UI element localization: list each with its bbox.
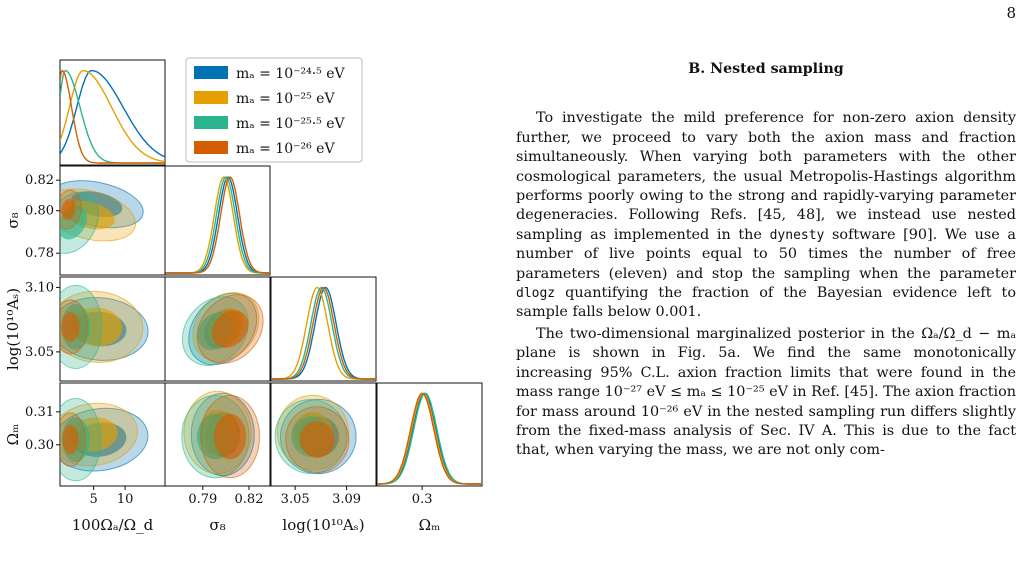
y-tick-label: 0.82: [25, 173, 54, 189]
paragraph-text: software [90]. We use a number of live points equal to 50 times the number of free parameters (eleven) and stop the sampling when the parameter: [516, 226, 1016, 282]
x-tick-label: 10: [116, 492, 134, 507]
legend-entry-label: mₐ = 10⁻²⁵ eV: [236, 91, 335, 107]
x-axis-label: σ₈: [209, 516, 226, 534]
legend-entry-label: mₐ = 10⁻²⁴·⁵ eV: [236, 66, 345, 82]
y-tick-label: 0.78: [25, 246, 54, 262]
panel-frame: [271, 277, 376, 381]
x-axis-label: Ωₘ: [418, 516, 441, 534]
y-tick-label: 0.80: [25, 203, 54, 219]
legend-swatch: [194, 66, 228, 79]
corner-plot-figure: [0, 0, 512, 560]
contour-68-series-4: [214, 414, 246, 459]
y-axis-label: σ₈: [4, 212, 22, 229]
paragraph-nested-sampling-method: [516, 109, 1016, 322]
contour-group: [182, 391, 260, 478]
contour-group: [269, 390, 362, 480]
posterior-curve-series-1: [165, 177, 270, 273]
legend-entry-label: mₐ = 10⁻²⁶ eV: [236, 141, 335, 157]
x-axis-label: log(10¹⁰Aₛ): [282, 516, 365, 534]
contour-68-series-4: [61, 312, 79, 342]
legend: [186, 58, 362, 162]
x-tick-label: 3.09: [332, 492, 362, 507]
legend-swatch: [194, 91, 228, 104]
paragraph-text: quantifying the fraction of the Bayesian evidence left to sample falls below 0.001.: [516, 285, 1016, 321]
y-axis-label: log(10¹⁰Aₛ): [4, 287, 22, 371]
x-axis-label: 100Ωₐ/Ω_d: [71, 516, 154, 534]
contour-group: [169, 279, 277, 378]
paragraph-posterior-results: The two-dimensional marginalized posterior in the Ωₐ/Ω_d − mₐ plane is shown in Fig. 5a. We find the same monotonically increasing 95% C.L. axion fraction limits that were found in the mass range 10⁻²⁷ eV ≤ mₐ ≤ 10⁻²⁵ eV in Ref. [45]. The axion fraction for mass around 10⁻²⁶ eV in the nested sampling run differs slightly from the fixed-mass analysis of Sec. IV A. This is due to the fact that, when varying the mass, we are not only com-: [516, 325, 1017, 459]
y-axis-label: Ωₘ: [4, 423, 22, 446]
paragraph-text: To investigate the mild preference for non-zero axion density further, we proceed to vary both the axion mass and fraction simultaneously. When varying both parameters with the other cosmological parameters, the usual Metropolis-Hastings algorithm performs poorly owing to the strong and rapidly-varying parameter degeneracies. Following Refs. [45, 48], we instead use nested sampling as implemented in the: [516, 110, 1016, 243]
section-heading: B. Nested sampling: [688, 61, 844, 77]
code-dlogz: dlogz: [516, 286, 556, 302]
legend-entry-label: mₐ = 10⁻²⁵·⁵ eV: [236, 116, 345, 132]
page-number: 8: [1006, 4, 1016, 22]
text-column: [516, 60, 1016, 461]
y-tick-label: 0.30: [25, 437, 54, 453]
x-tick-label: 3.05: [280, 492, 310, 507]
contour-group: [48, 285, 151, 368]
y-tick-label: 0.31: [25, 404, 54, 420]
posterior-curve-series-2: [377, 393, 482, 484]
legend-swatch: [194, 116, 228, 129]
x-tick-label: 0.82: [234, 492, 264, 507]
contour-68-series-4: [62, 425, 78, 454]
x-tick-label: 5: [89, 492, 98, 507]
contour-group: [46, 398, 152, 481]
posterior-curve-series-2: [271, 288, 376, 380]
code-dynesty: dynesty: [769, 227, 825, 243]
x-tick-label: 0.79: [188, 492, 218, 507]
y-tick-label: 3.05: [25, 344, 54, 360]
legend-swatch: [194, 141, 228, 154]
posterior-curve-series-2: [60, 71, 165, 162]
x-tick-label: 0.3: [411, 492, 433, 507]
y-tick-label: 3.10: [25, 280, 54, 296]
